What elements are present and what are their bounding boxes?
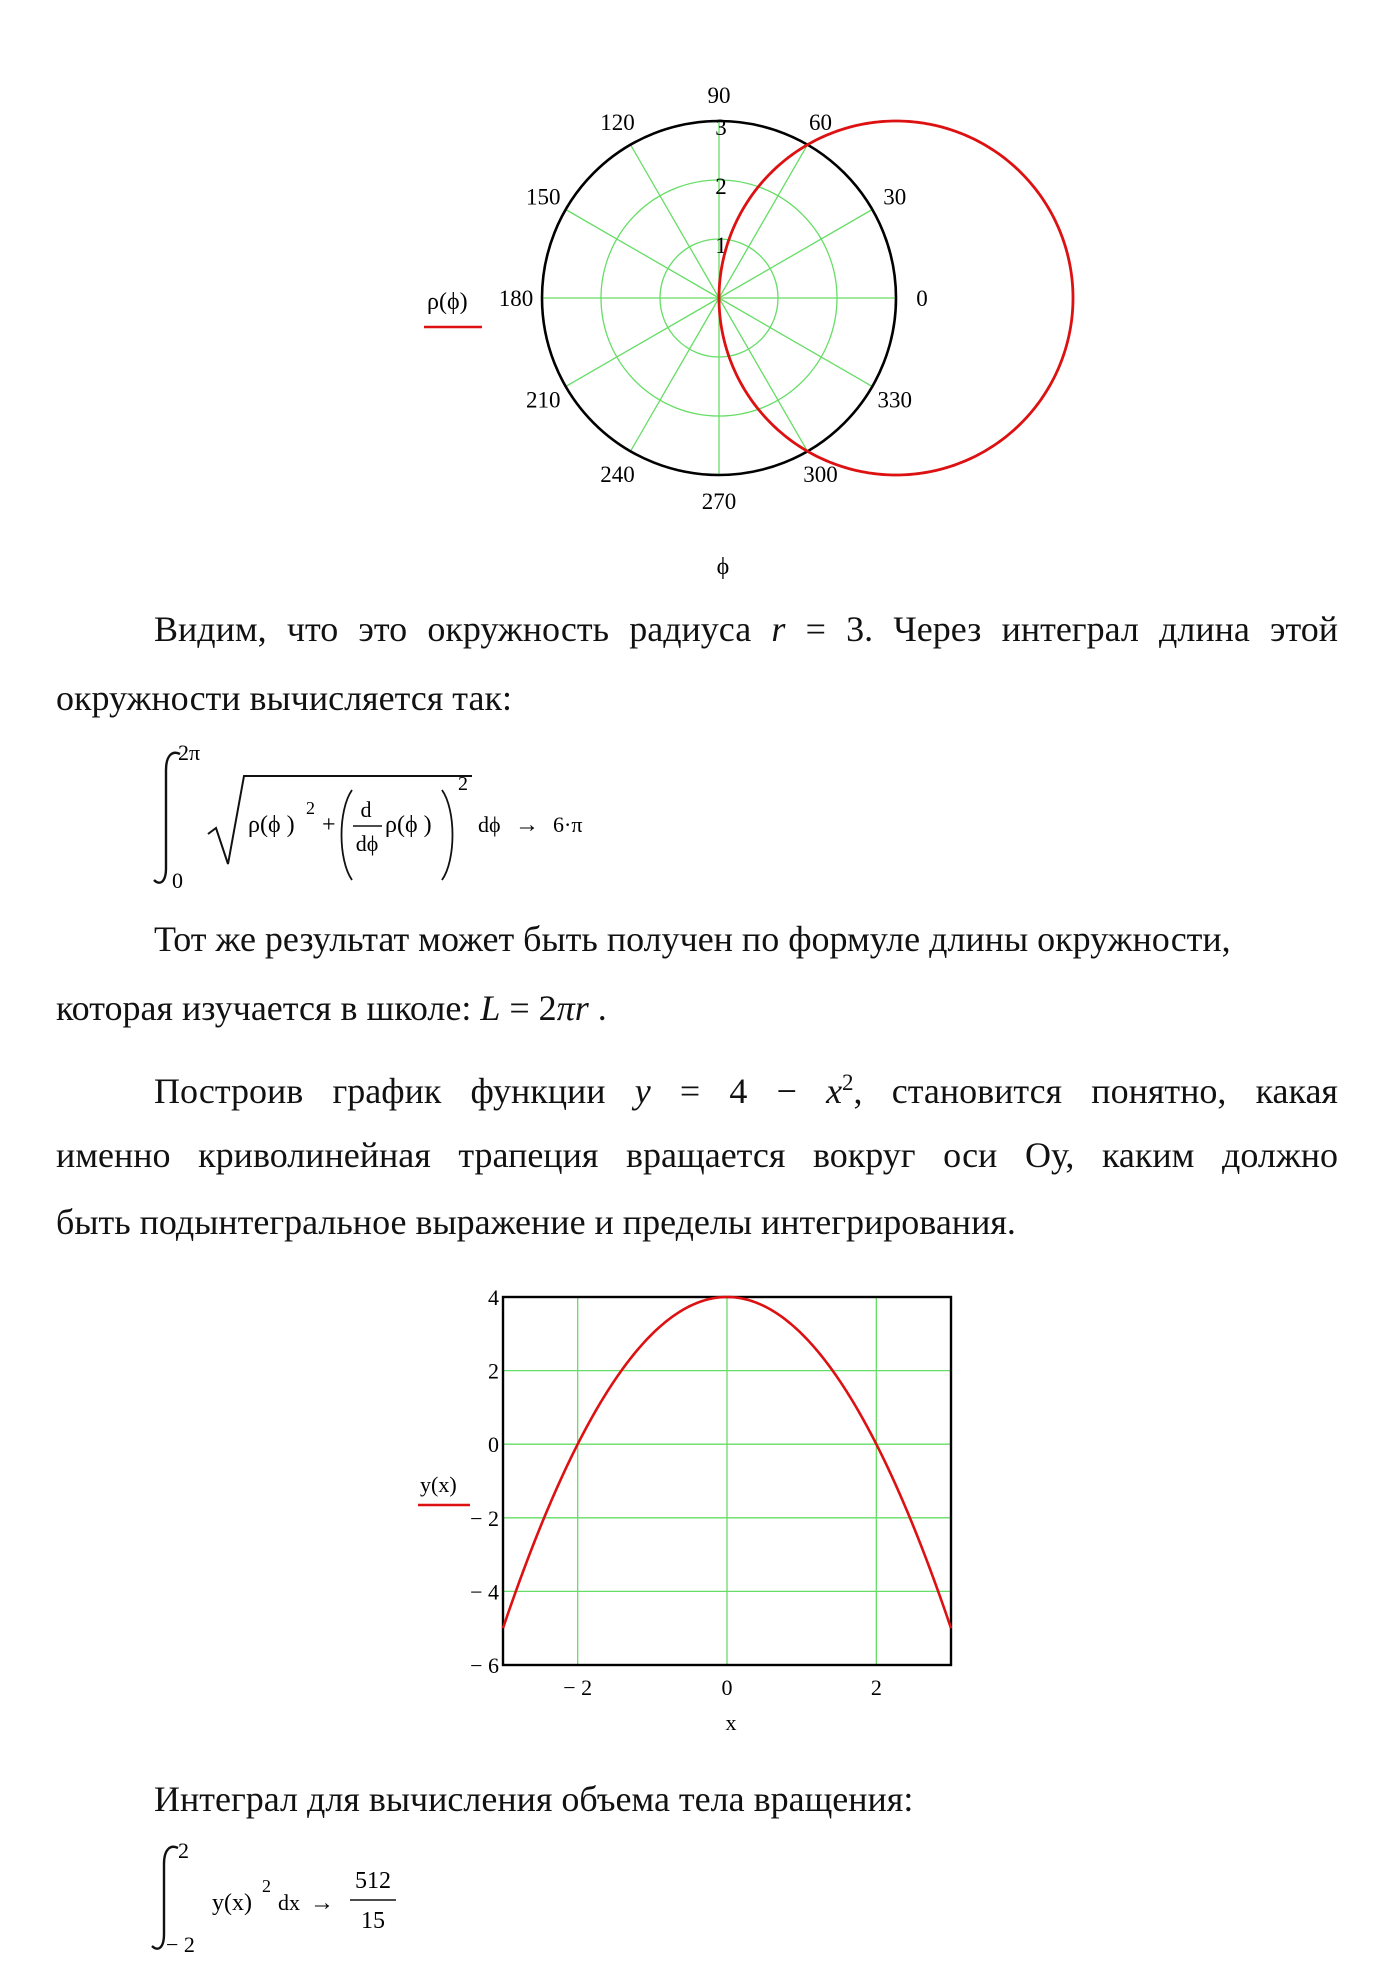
polar-grid-spoke	[719, 210, 872, 299]
p1-text-c: окружности вычисляется так:	[56, 678, 512, 718]
f1-rho: ρ(ϕ )	[248, 812, 295, 838]
parabola-y-tick-label: 0	[488, 1432, 499, 1458]
p1-text-b: . Через интеграл длина этой	[864, 609, 1339, 649]
p3-text-c: именно криволинейная трапеция вращается вокруг оси Оу, каким должно	[56, 1135, 1338, 1175]
parabola-x-tick-label: 0	[721, 1675, 733, 1700]
f2-lower-limit: − 2	[166, 1932, 195, 1957]
p2-text-a: Тот же результат может быть получен по формуле длины окружности,	[154, 919, 1231, 959]
polar-angle-tick-label: 60	[809, 110, 832, 136]
p3-text-d: быть подынтегральное выражение и пределы интегрирования.	[56, 1202, 1016, 1242]
parabola-x-tick-label: 2	[870, 1675, 882, 1700]
f1-arrow: →	[515, 812, 539, 838]
parabola-grid	[503, 1297, 951, 1665]
f2-sq: 2	[262, 1876, 271, 1896]
f1-rho-sq: 2	[306, 798, 315, 818]
formula-arc-length	[0, 740, 700, 900]
parabola-y-ticks	[470, 1285, 499, 1678]
paragraph-3-line2	[56, 1119, 1338, 1191]
parabola-y-tick-label: − 4	[470, 1579, 499, 1605]
f1-result: 6·π	[553, 812, 583, 837]
p3-math-sup: 2	[842, 1070, 854, 1095]
parabola-y-tick-label: 2	[488, 1358, 499, 1384]
p2-text-b: которая изучается в школе:	[56, 988, 481, 1028]
paragraph-4	[56, 1765, 1338, 1834]
parabola-y-tick-label: − 2	[470, 1505, 499, 1531]
polar-grid-spoke	[631, 145, 720, 298]
f1-right-paren	[442, 790, 453, 880]
polar-radial-tick-label: 1	[715, 233, 727, 258]
polar-angle-tick-label: 330	[877, 387, 913, 413]
f2-denominator: 15	[361, 1908, 385, 1934]
paragraph-3	[56, 1047, 1338, 1127]
polar-angle-tick-label: 240	[600, 461, 635, 487]
parabola-y-tick-label: 4	[488, 1285, 499, 1310]
f1-rho2: ρ(ϕ )	[385, 812, 432, 838]
polar-angle-tick-label: 90	[707, 83, 731, 108]
formula-volume	[0, 1838, 500, 1968]
polar-radial-tick-label: 3	[715, 115, 727, 140]
p4-text: Интеграл для вычисления объема тела вращения:	[154, 1779, 914, 1819]
paragraph-3-line3	[56, 1188, 1338, 1257]
f1-dphi: dϕ	[355, 831, 379, 856]
p2-text-end: .	[588, 988, 607, 1028]
polar-ylabel: ρ(ϕ)	[427, 289, 468, 315]
integral-sign	[154, 753, 180, 883]
polar-angle-tick-label: 180	[498, 286, 534, 311]
p3-math-x: x	[826, 1071, 843, 1111]
parabola-chart	[0, 1270, 1395, 1750]
polar-angle-tick-label: 270	[701, 489, 737, 514]
p2-math-L: L	[480, 988, 501, 1028]
polar-grid-spoke	[719, 298, 872, 387]
f1-upper-limit: 2π	[178, 740, 201, 765]
polar-angle-tick-label: 150	[525, 184, 561, 210]
parabola-ylabel: y(x)	[420, 1472, 457, 1497]
f2-dx: dx	[278, 1890, 300, 1915]
p3-math-y: y	[634, 1071, 651, 1111]
polar-xlabel: ϕ	[716, 554, 730, 580]
p1-text-a: Видим, что это окружность радиуса	[154, 609, 772, 649]
polar-grid-spoke	[719, 298, 808, 451]
p2-math-pi-r: πr	[556, 988, 589, 1028]
p3-text-b: , становится понятно, какая	[853, 1071, 1338, 1111]
f2-arrow: →	[310, 1890, 334, 1916]
parabola-x-ticks	[563, 1675, 882, 1700]
polar-radial-tick-label: 2	[715, 174, 727, 199]
polar-angle-tick-label: 300	[803, 461, 838, 487]
p1-math-eq: = 3	[785, 609, 865, 649]
f1-lower-limit: 0	[172, 868, 183, 893]
polar-grid-spoke	[566, 298, 719, 387]
polar-grid-spoke	[566, 210, 719, 299]
f2-body: y(x)	[212, 1890, 252, 1916]
polar-chart	[0, 0, 1395, 600]
polar-radial-ticks	[715, 115, 727, 258]
polar-angle-tick-label: 210	[525, 387, 561, 413]
f1-dphi-tail: dϕ	[478, 812, 501, 837]
p3-math-eq: = 4 −	[650, 1071, 827, 1111]
paragraph-1	[56, 595, 1338, 664]
f2-numerator: 512	[355, 1868, 391, 1894]
p2-math-eq: = 2	[500, 988, 557, 1028]
polar-grid-spoke	[719, 145, 808, 298]
polar-grid-spoke	[631, 298, 720, 451]
f1-outer-sq: 2	[458, 773, 468, 795]
parabola-x-tick-label: − 2	[563, 1675, 593, 1700]
paragraph-2-line2	[56, 974, 1338, 1043]
paragraph-2	[56, 905, 1338, 974]
polar-angle-tick-label: 120	[600, 110, 635, 136]
f1-left-paren	[342, 790, 353, 880]
f2-upper-limit: 2	[178, 1838, 189, 1863]
parabola-y-tick-label: − 6	[470, 1653, 499, 1678]
f1-plus: +	[322, 812, 336, 838]
f1-d: d	[360, 797, 372, 822]
polar-angle-tick-label: 0	[916, 286, 928, 311]
p1-math-r: r	[771, 609, 786, 649]
polar-angle-tick-label: 30	[883, 184, 907, 210]
parabola-xlabel: x	[725, 1710, 737, 1735]
paragraph-1-line2	[56, 664, 1338, 733]
p3-text-a: Построив график функции	[154, 1071, 635, 1111]
